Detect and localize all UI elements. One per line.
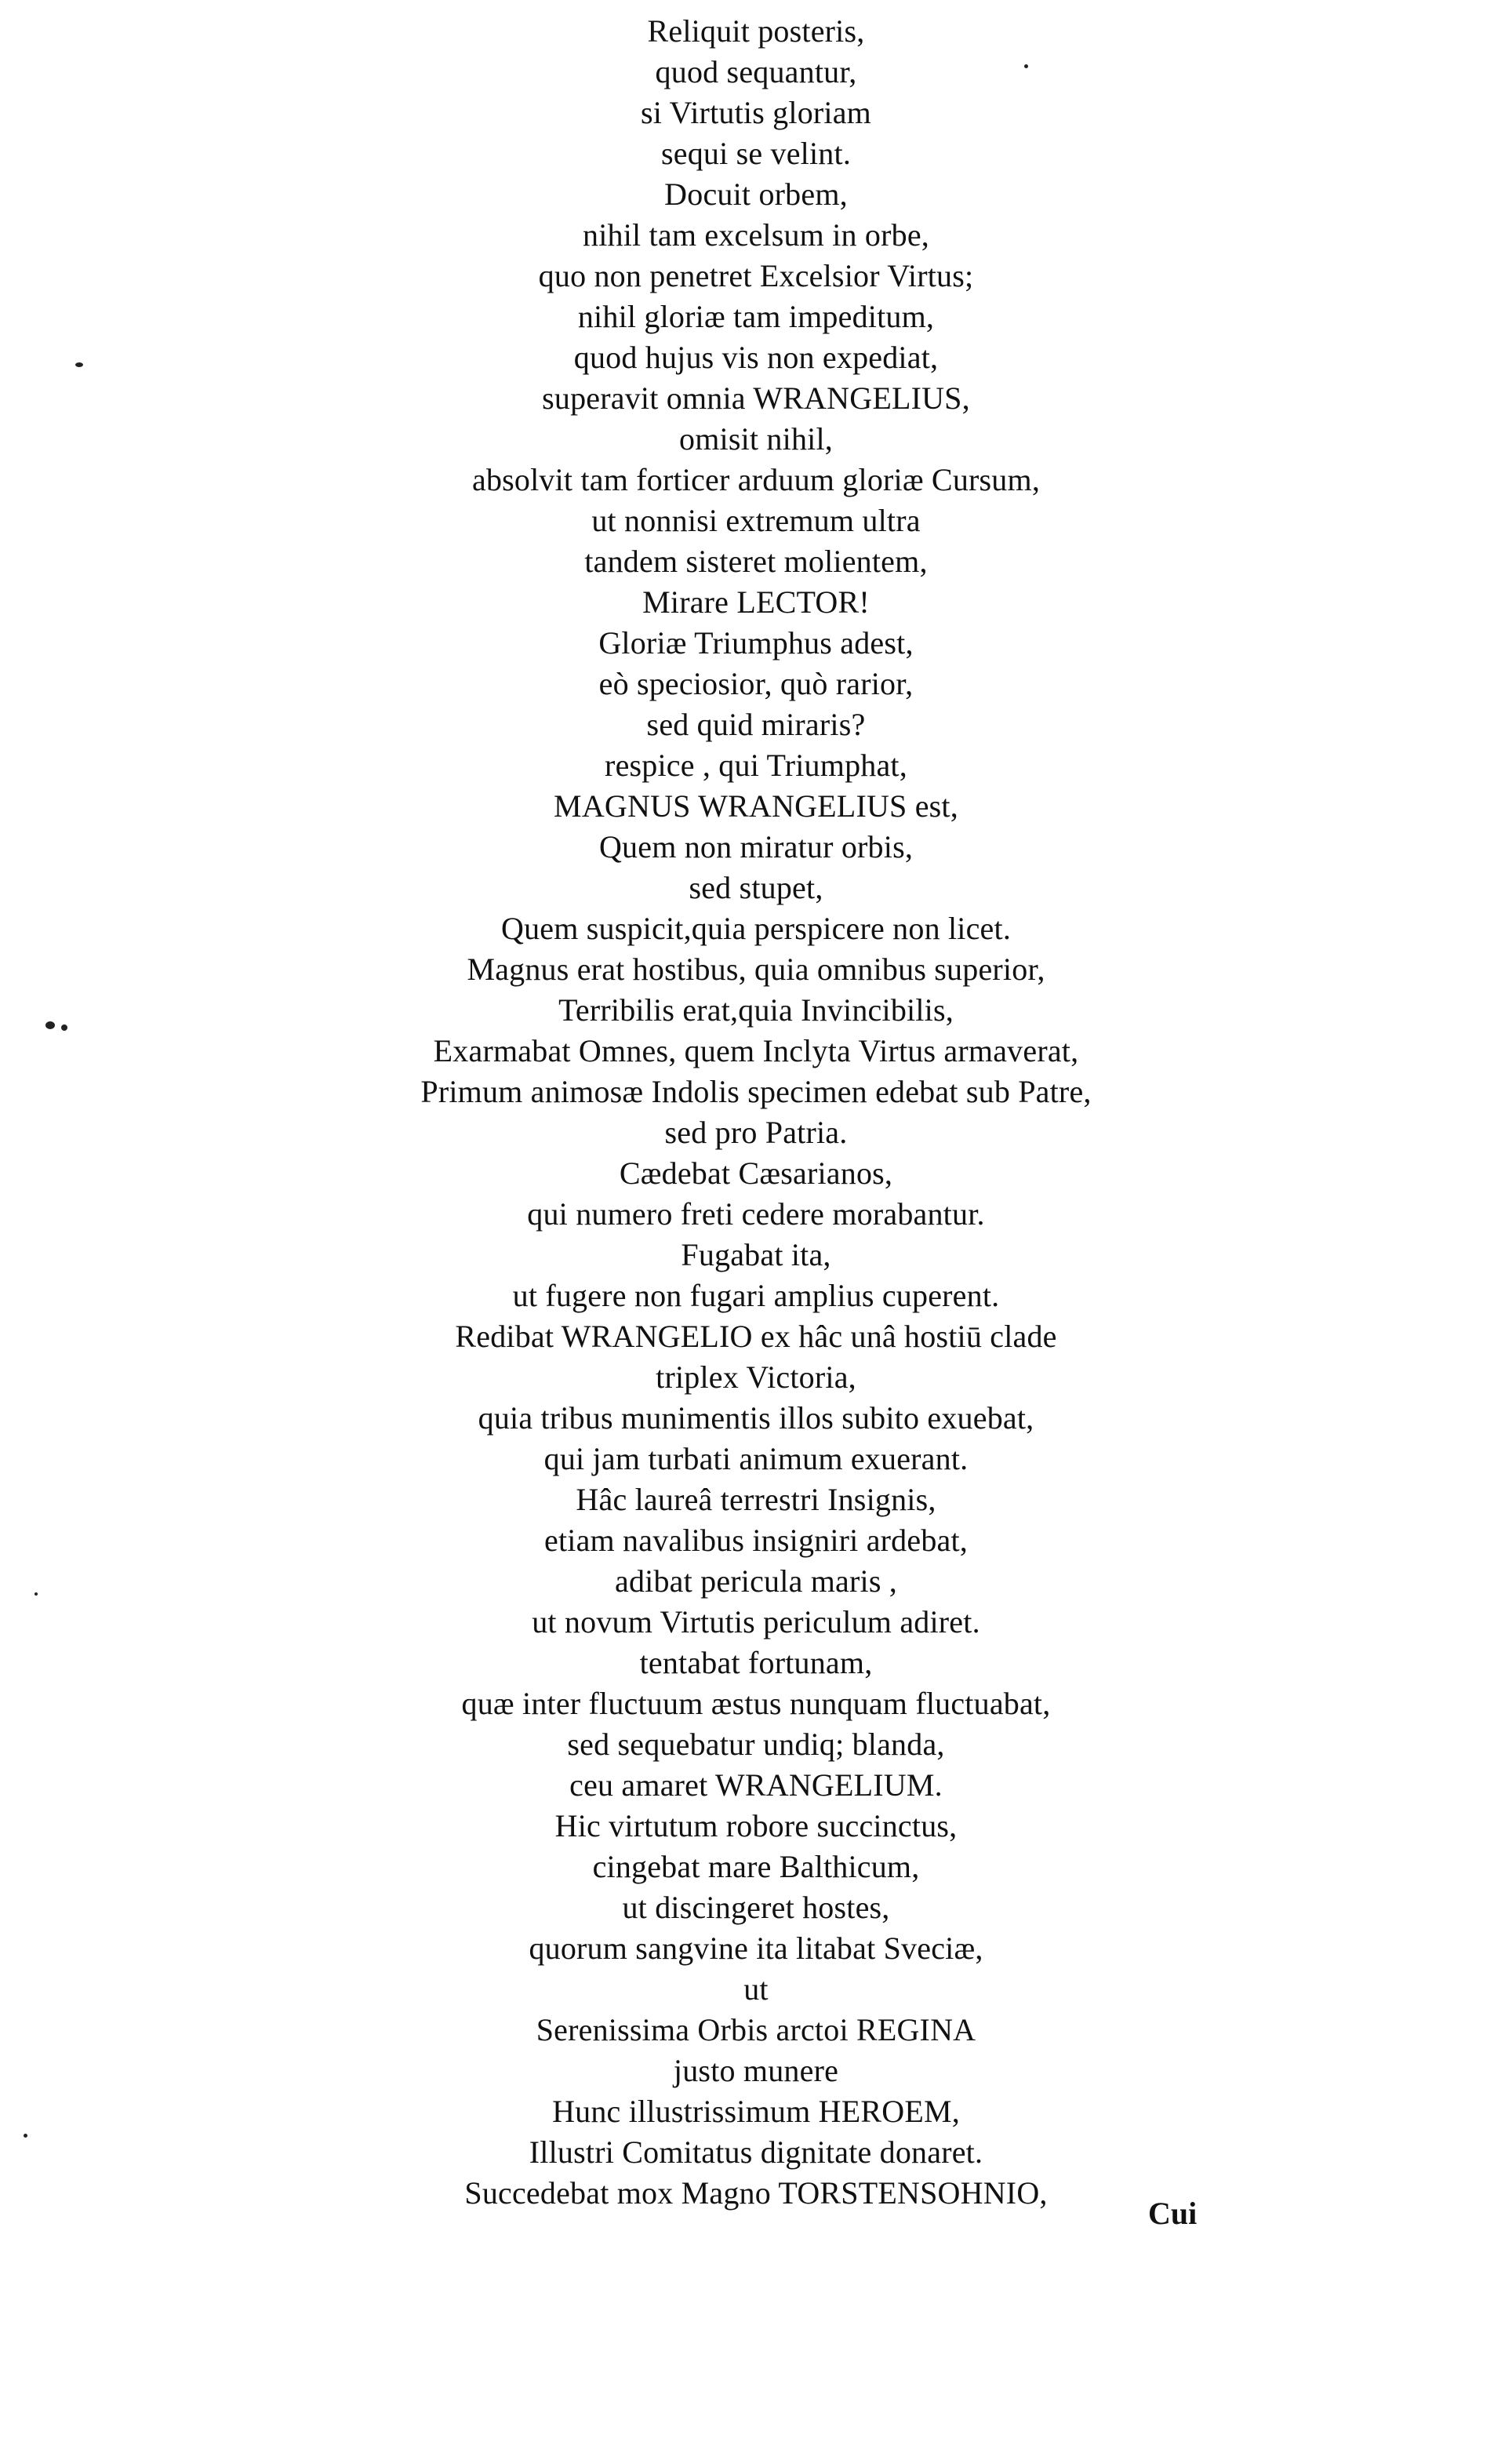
text-line: Cædebat Cæsarianos, (619, 1155, 893, 1191)
text-line: sequi se velint. (660, 136, 852, 171)
text-line: Illustri Comitatus dignitate donaret. (529, 2134, 983, 2170)
text-line: nihil tam excelsum in orbe, (583, 217, 929, 253)
text-line: tandem sisteret molientem, (584, 544, 928, 579)
text-line: Gloriæ Triumphus adest, (598, 625, 914, 660)
text-line: omisit nihil, (679, 421, 833, 457)
text-line: sed sequebatur undiq; blanda, (567, 1727, 945, 1762)
text-line: etiam navalibus insigniri ardebat, (544, 1523, 968, 1558)
text-line: qui jam turbati animum exuerant. (543, 1441, 969, 1476)
text-line: ut novum Virtutis periculum adiret. (532, 1604, 980, 1639)
text-line: sed quid miraris? (646, 707, 866, 742)
ink-speck (24, 2134, 27, 2138)
text-line: Mirare LECTOR! (642, 584, 870, 620)
text-line: quo non penetret Excelsior Virtus; (538, 258, 974, 293)
text-line: Serenissima Orbis arctoi REGINA (536, 2012, 976, 2047)
catchword: Cui (1148, 2196, 1198, 2231)
text-line: Docuit orbem, (664, 176, 848, 212)
text-line: ut discingeret hostes, (622, 1890, 890, 1925)
text-line: Exarmabat Omnes, quem Inclyta Virtus armaverat, (433, 1033, 1079, 1068)
text-line: Fugabat ita, (681, 1237, 831, 1272)
text-line: quod sequantur, (655, 54, 857, 89)
text-line: Hâc laureâ terrestri Insignis, (576, 1482, 936, 1517)
text-line: superavit omnia WRANGELIUS, (542, 380, 970, 416)
ink-speck (45, 1021, 55, 1029)
text-line: Hic virtutum robore succinctus, (554, 1808, 958, 1843)
text-line: quorum sangvine ita litabat Sveciæ, (529, 1931, 983, 1966)
text-line: Succedebat mox Magno TORSTENSOHNIO, (464, 2175, 1048, 2211)
text-line: eò speciosior, quò rarior, (598, 666, 914, 701)
text-line: ceu amaret WRANGELIUM. (569, 1767, 943, 1803)
poem-text-block (0, 11, 1512, 2214)
text-line: Magnus erat hostibus, quia omnibus superior, (467, 952, 1045, 987)
text-line: respice , qui Triumphat, (605, 748, 907, 783)
text-line: justo munere (673, 2053, 839, 2088)
text-line: Reliquit posteris, (647, 13, 865, 49)
text-line: Primum animosæ Indolis specimen edebat sub Patre, (420, 1074, 1092, 1109)
text-line: absolvit tam forticer arduum gloriæ Cursum, (471, 462, 1041, 497)
text-line: nihil gloriæ tam impeditum, (577, 299, 935, 334)
text-line: Quem non miratur orbis, (598, 829, 914, 864)
text-line: cingebat mare Balthicum, (592, 1849, 920, 1884)
text-line: quia tribus munimentis illos subito exuebat, (478, 1400, 1034, 1436)
text-line: quod hujus vis non expediat, (573, 340, 939, 375)
text-line: Redibat WRANGELIO ex hâc unâ hostiū clade (455, 1319, 1057, 1354)
ink-speck (75, 362, 83, 367)
text-line: ut (743, 1971, 769, 2007)
text-line: adibat pericula maris , (614, 1563, 897, 1599)
text-line: tentabat fortunam, (639, 1645, 873, 1680)
text-line: triplex Victoria, (656, 1359, 856, 1395)
ink-speck (61, 1024, 67, 1031)
text-line: ut nonnisi extremum ultra (591, 503, 921, 538)
text-line: sed pro Patria. (664, 1115, 848, 1150)
text-line: quæ inter fluctuum æstus nunquam fluctuabat, (461, 1686, 1051, 1721)
text-line: ut fugere non fugari amplius cuperent. (512, 1278, 1000, 1313)
text-line: sed stupet, (689, 870, 823, 905)
text-line: Quem suspicit,quia perspicere non licet. (500, 911, 1012, 946)
text-line: si Virtutis gloriam (641, 95, 871, 130)
text-line: Terribilis erat,quia Invincibilis, (558, 992, 954, 1028)
text-line: qui numero freti cedere morabantur. (527, 1196, 985, 1232)
ink-speck (35, 1592, 38, 1596)
text-line: Hunc illustrissimum HEROEM, (552, 2094, 960, 2129)
ink-speck (1024, 64, 1028, 68)
text-line: MAGNUS WRANGELIUS est, (554, 788, 958, 824)
